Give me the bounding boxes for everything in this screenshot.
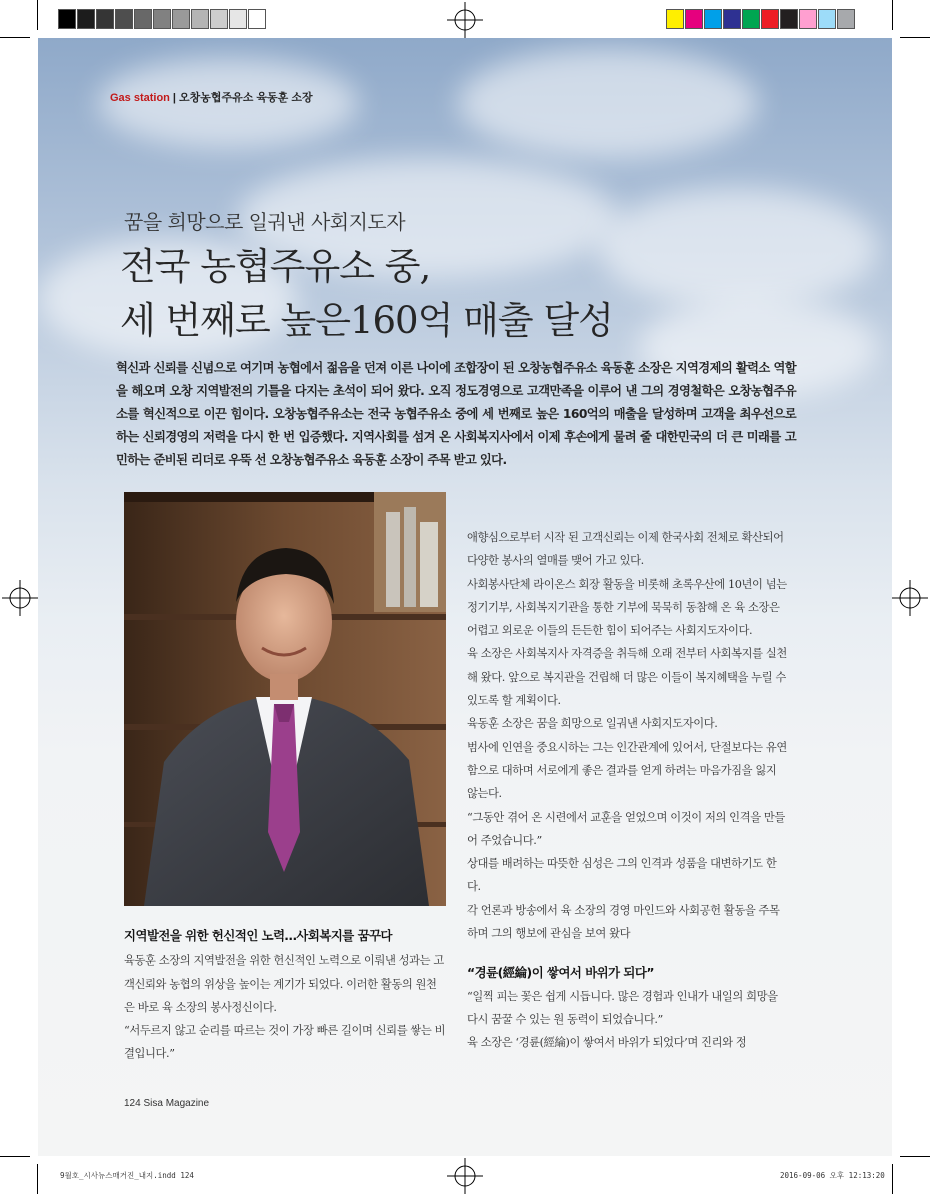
right-column	[467, 526, 787, 1055]
grayscale-color-bar	[58, 9, 267, 29]
process-color-bar	[666, 9, 856, 29]
print-slug-file: 9월호_시사뉴스매거진_내지.indd 124	[60, 1171, 194, 1180]
crop-mark	[0, 37, 30, 38]
crop-mark	[0, 1156, 30, 1157]
right-paragraph: “일찍 피는 꽃은 쉽게 시듭니다. 많은 경험과 인내가 내일의 희망을 다시 꿈꿀 수 있는 원 동력이 되었습니다.”	[467, 989, 778, 1026]
page-number: 124 Sisa Magazine	[124, 1098, 210, 1109]
right-paragraph: 사회봉사단체 라이온스 회장 활동을 비롯해 초록우산에 10년이 넘는 정기기부, 사회복지기관을 통한 기부에 묵묵히 동참해 온 육 소장은 어렵고 외로운 이들의 든든한 힘이 되어주는 사회지도자이다.	[467, 577, 787, 638]
crop-mark	[892, 1164, 893, 1194]
right-paragraph: 범사에 인연을 중요시하는 그는 인간관계에 있어서, 단절보다는 유연함으로 대하며 서로에게 좋은 결과를 얻게 하려는 마음가짐을 잃지 않는다.	[467, 740, 787, 801]
right-paragraph: 각 언론과 방송에서 육 소장의 경영 마인드와 사회공헌 활동을 주목하며 그의 행보에 관심을 보여 왔다	[467, 903, 780, 941]
portrait-illustration	[124, 492, 446, 906]
section-header	[110, 89, 313, 105]
left-paragraph: “서두르지 않고 순리를 따르는 것이 가장 빠른 길이며 신뢰를 쌓는 비결입니다.”	[124, 1024, 446, 1061]
right-paragraph: 육동훈 소장은 꿈을 희망으로 일궈낸 사회지도자이다.	[467, 717, 718, 731]
article-subtitle: 꿈을 희망으로 일궈낸 사회지도자	[124, 210, 406, 234]
section-label: Gas station	[110, 92, 170, 104]
title-line-1: 전국 농협주유소 중,	[120, 245, 431, 288]
cloud	[598, 188, 878, 308]
left-section-heading: 지역발전을 위한 헌신적인 노력…사회복지를 꿈꾸다	[124, 928, 393, 943]
crop-mark	[900, 1156, 930, 1157]
registration-mark-icon	[447, 2, 483, 38]
right-paragraph: “그동안 겪어 온 시련에서 교훈을 얻었으며 이것이 저의 인격을 만들어 주었습니다.”	[467, 810, 785, 847]
registration-mark-icon	[447, 1158, 483, 1194]
registration-mark-icon	[2, 580, 38, 616]
lead-paragraph: 혁신과 신뢰를 신념으로 여기며 농협에서 젊음을 던져 이른 나이에 조합장이 된 오창농협주유소 육동훈 소장은 지역경제의 활력소 역할을 해오며 오창 지역발전의 기틀을 다지는 초석이 되어 왔다. 오직 정도경영으로 고객만족을 이루어 낸 그의 경영철학은 오창농협주유소를 혁신적으로 이끈 힘이다. 오창농협주유소는 전국 농협주유소 중에 세 번째로 높은 160억의 매출을 달성하며 고객을 최우선으로 하는 신뢰경영의 저력을 다시 한 번 입증했다. 지역사회를 섬겨 온 사회복지사에서 이제 후손에게 물려 줄 대한민국의 더 큰 미래를 고민하는 준비된 리더로 우뚝 선 오창농협주유소 육동훈 소장이 주목 받고 있다.	[116, 361, 796, 467]
article-title	[120, 240, 613, 348]
left-paragraph: 육동훈 소장의 지역발전을 위한 헌신적인 노력으로 이뤄낸 성과는 고객신뢰와 농협의 위상을 높이는 계기가 되었다. 이러한 활동의 원천은 바로 육 소장의 봉사정신이다.	[124, 954, 444, 1014]
crop-mark	[900, 37, 930, 38]
cloud	[458, 48, 758, 158]
crop-mark	[37, 1164, 38, 1194]
right-paragraph: 육 소장은 사회복지사 자격증을 취득해 오래 전부터 사회복지를 실천해 왔다. 앞으로 복지관을 건립해 더 많은 이들이 복지혜택을 누릴 수 있도록 할 계획이다.	[467, 647, 787, 708]
portrait-photo	[124, 492, 446, 906]
right-paragraph: 애향심으로부터 시작 된 고객신뢰는 이제 한국사회 전체로 확산되어 다양한 봉사의 열매를 맺어 가고 있다.	[467, 531, 784, 568]
header-subject: 오창농협주유소 육동훈 소장	[178, 92, 313, 104]
right-paragraph: 육 소장은 ‘경륜(經綸)이 쌓여서 바위가 되었다’며 진리와 정	[467, 1036, 747, 1050]
crop-mark	[37, 0, 38, 30]
registration-mark-icon	[892, 580, 928, 616]
right-paragraph: 상대를 배려하는 따뜻한 심성은 그의 인격과 성품을 대변하기도 한다.	[467, 857, 777, 894]
left-column	[124, 924, 446, 1066]
header-separator: |	[172, 92, 176, 104]
crop-mark	[892, 0, 893, 30]
right-section-heading: “경륜(經綸)이 쌓여서 바위가 되다”	[467, 965, 654, 981]
print-slug-date: 2016-09-06 오후 12:13:20	[780, 1171, 885, 1180]
title-line-2: 세 번째로 높은160억 매출 달성	[120, 299, 613, 342]
